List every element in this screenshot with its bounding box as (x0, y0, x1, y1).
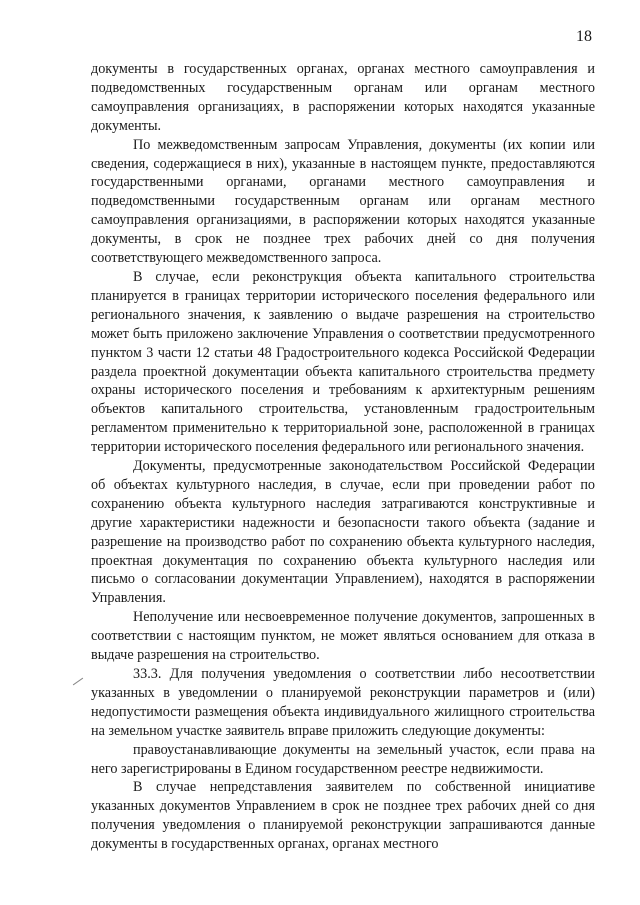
page-number: 18 (576, 28, 592, 45)
paragraph-7: правоустанавливающие документы на земельный участок, если права на него зарегистрированы в Едином государственном реестре недвижимости. (91, 741, 595, 777)
paragraph-2: По межведомственным запросам Управления, документы (их копии или сведения, содержащиеся в них), указанные в настоящем пункте, предоставляются государственными органами, органами местного самоуправления и подведомственными государственным органам или органам местного самоуправления организациями, в распоряжении которых находятся указанные документы, в срок не позднее трех рабочих дней со дня получения соответствующего межведомственного запроса. (91, 136, 595, 267)
paragraph-4: Документы, предусмотренные законодательством Российской Федерации об объектах культурного наследия, в случае, если при проведении работ по сохранению объекта культурного наследия затрагиваются конструктивные и другие характеристики надежности и безопасности такого объекта (задание и разрешение на производство работ по сохранению объекта культурного наследия, проектная документация по сохранению объекта культурного наследия или письмо о согласовании документации Управлением), находятся в распоряжении Управления. (91, 458, 595, 607)
paragraph-3: В случае, если реконструкция объекта капитального строительства планируется в границах территории исторического поселения федерального или регионального значения, к заявлению о выдаче разрешения на строительство может быть приложено заключение Управления о соответствии предусмотренного пунктом 3 части 12 статьи 48 Градостроительного кодекса Российской Федерации раздела проектной документации объекта капитального строительства предмету охраны исторического поселения и требованиям к архитектурным решениям объектов капитального строительства, установленным градостроительным регламентом применительно к территориальной зоне, расположенной в границах территории исторического поселения федерального или регионального значения. (91, 268, 595, 456)
paragraph-1: документы в государственных органах, органах местного самоуправления и подведомственных государственным органам или органам местного самоуправления организациях, в распоряжении которых находятся указанные документы. (91, 61, 595, 134)
paragraph-8: В случае непредставления заявителем по собственной инициативе указанных документов Управлением в срок не позднее трех рабочих дней со дня получения уведомления о планируемой реконструкции запрашиваются данные документы в государственных органах, органах местного (91, 779, 595, 853)
paragraph-5: Неполучение или несвоевременное получение документов, запрошенных в соответствии с настоящим пунктом, не может являться основанием для отказа в выдаче разрешения на строительство. (91, 609, 595, 664)
paragraph-6: 33.3. Для получения уведомления о соответствии либо несоответствии указанных в уведомлении о планируемой реконструкции параметров и (или) недопустимости размещения объекта индивидуального жилищного строительства на земельном участке заявитель вправе приложить следующие документы: (91, 666, 595, 739)
margin-pen-mark (73, 678, 83, 686)
body-text (91, 60, 595, 854)
